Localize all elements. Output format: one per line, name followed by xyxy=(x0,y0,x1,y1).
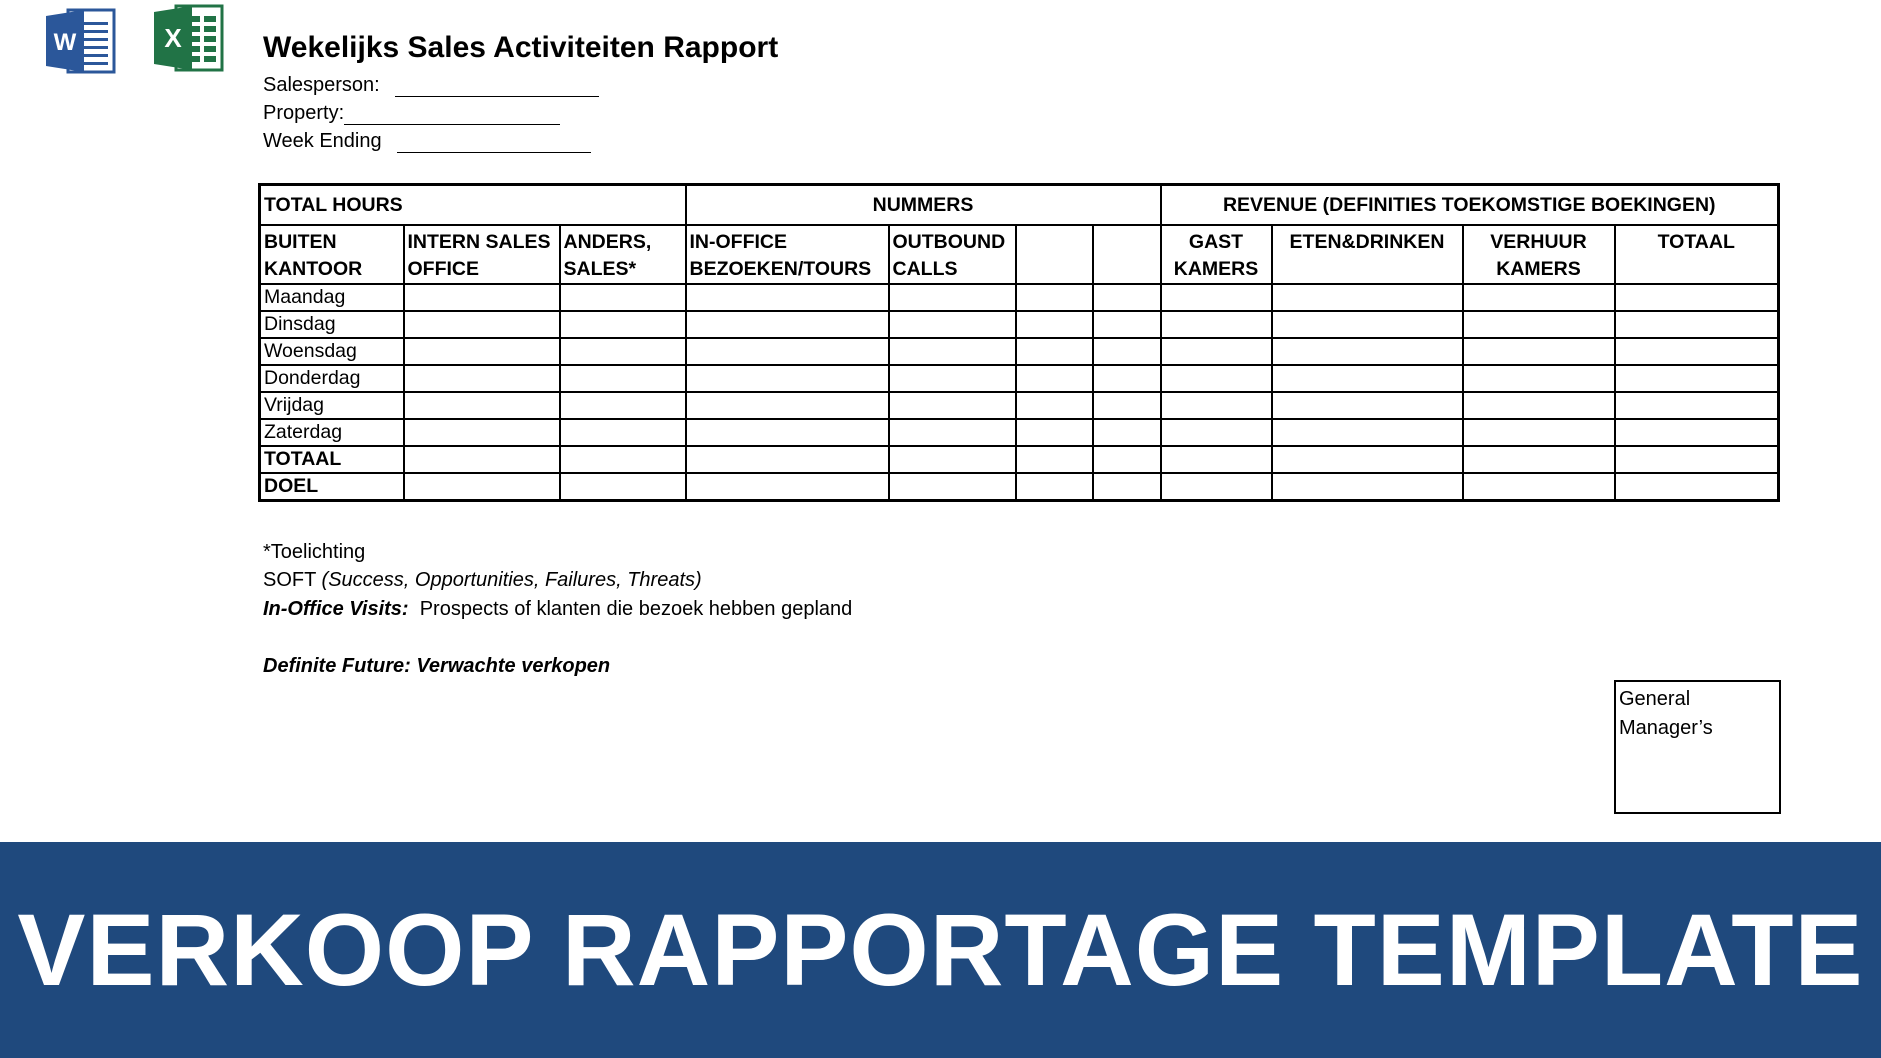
property-label: Property: xyxy=(263,102,345,124)
group-nummers: NUMMERS xyxy=(686,185,1161,226)
table-row xyxy=(260,446,1779,473)
table-cell[interactable] xyxy=(404,284,560,311)
table-cell[interactable] xyxy=(1016,365,1093,392)
table-cell[interactable] xyxy=(686,311,889,338)
table-cell[interactable] xyxy=(560,365,686,392)
table-cell[interactable] xyxy=(404,419,560,446)
row-label: Dinsdag xyxy=(260,311,404,338)
general-manager-signature-box[interactable] xyxy=(1614,680,1781,814)
table-cell[interactable] xyxy=(404,311,560,338)
table-cell[interactable] xyxy=(889,338,1016,365)
table-cell[interactable] xyxy=(686,284,889,311)
table-cell[interactable] xyxy=(1161,284,1272,311)
in-office-label: In-Office Visits: xyxy=(263,598,409,620)
table-cell[interactable] xyxy=(1463,446,1615,473)
table-cell[interactable] xyxy=(1093,311,1161,338)
banner-title: VERKOOP RAPPORTAGE TEMPLATE xyxy=(17,892,1864,1007)
table-row xyxy=(260,473,1779,501)
table-cell[interactable] xyxy=(1093,419,1161,446)
table-cell[interactable] xyxy=(404,392,560,419)
table-row xyxy=(260,284,1779,311)
col-in-office-bezoeken: IN-OFFICE BEZOEKEN/TOURS xyxy=(686,225,889,284)
table-cell[interactable] xyxy=(1016,473,1093,501)
soft-detail: (Success, Opportunities, Failures, Threats) xyxy=(321,569,702,591)
table-cell[interactable] xyxy=(1161,365,1272,392)
table-cell[interactable] xyxy=(560,338,686,365)
week-ending-field xyxy=(263,130,591,153)
table-cell[interactable] xyxy=(404,338,560,365)
table-cell[interactable] xyxy=(560,419,686,446)
col-blank-1 xyxy=(1016,225,1093,284)
note-soft xyxy=(263,569,702,592)
table-cell[interactable] xyxy=(1093,365,1161,392)
row-label: Zaterdag xyxy=(260,419,404,446)
row-label: Vrijdag xyxy=(260,392,404,419)
table-cell[interactable] xyxy=(889,392,1016,419)
group-header-row xyxy=(260,185,1779,226)
col-blank-2 xyxy=(1093,225,1161,284)
table-cell[interactable] xyxy=(1463,311,1615,338)
col-intern-sales-office: INTERN SALES OFFICE xyxy=(404,225,560,284)
table-cell[interactable] xyxy=(1272,284,1463,311)
table-cell[interactable] xyxy=(560,392,686,419)
col-anders-sales: ANDERS, SALES* xyxy=(560,225,686,284)
col-buiten-kantoor: BUITEN KANTOOR xyxy=(260,225,404,284)
table-cell[interactable] xyxy=(889,284,1016,311)
table-cell[interactable] xyxy=(889,473,1016,501)
svg-text:W: W xyxy=(53,29,77,56)
note-definite-future: Definite Future: Verwachte verkopen xyxy=(263,655,611,677)
table-cell[interactable] xyxy=(1615,311,1779,338)
table-cell[interactable] xyxy=(1016,338,1093,365)
table-cell[interactable] xyxy=(560,311,686,338)
word-doc-icon[interactable] xyxy=(46,8,118,74)
table-row xyxy=(260,365,1779,392)
table-cell[interactable] xyxy=(404,473,560,501)
table-cell[interactable] xyxy=(1463,338,1615,365)
table-cell[interactable] xyxy=(889,311,1016,338)
table-row xyxy=(260,392,1779,419)
table-cell[interactable] xyxy=(1016,392,1093,419)
table-cell[interactable] xyxy=(404,365,560,392)
table-cell[interactable] xyxy=(1161,338,1272,365)
table-cell[interactable] xyxy=(686,419,889,446)
col-verhuur-kamers: VERHUUR KAMERS xyxy=(1463,225,1615,284)
row-label: DOEL xyxy=(260,473,404,501)
col-outbound-calls: OUTBOUND CALLS xyxy=(889,225,1016,284)
group-total-hours: TOTAL HOURS xyxy=(260,185,686,226)
table-cell[interactable] xyxy=(1463,392,1615,419)
table-cell[interactable] xyxy=(1093,473,1161,501)
table-cell[interactable] xyxy=(560,473,686,501)
table-cell[interactable] xyxy=(1463,419,1615,446)
table-cell[interactable] xyxy=(1272,311,1463,338)
property-field xyxy=(263,102,560,125)
table-cell[interactable] xyxy=(560,284,686,311)
table-cell[interactable] xyxy=(1463,473,1615,501)
title-banner xyxy=(0,842,1881,1058)
table-cell[interactable] xyxy=(1016,446,1093,473)
table-cell[interactable] xyxy=(1093,284,1161,311)
salesperson-field xyxy=(263,74,599,97)
table-cell[interactable] xyxy=(1161,446,1272,473)
row-label: Woensdag xyxy=(260,338,404,365)
property-input-line[interactable] xyxy=(344,106,560,125)
activity-table xyxy=(258,183,1780,502)
table-cell[interactable] xyxy=(1093,338,1161,365)
table-cell[interactable] xyxy=(1615,473,1779,501)
table-cell[interactable] xyxy=(1615,392,1779,419)
table-cell[interactable] xyxy=(1463,284,1615,311)
table-cell[interactable] xyxy=(1615,419,1779,446)
table-cell[interactable] xyxy=(1093,392,1161,419)
row-label: TOTAAL xyxy=(260,446,404,473)
gm-box-text: General Manager’s xyxy=(1619,688,1713,739)
table-cell[interactable] xyxy=(1016,284,1093,311)
row-label: Maandag xyxy=(260,284,404,311)
table-cell[interactable] xyxy=(1161,473,1272,501)
table-cell[interactable] xyxy=(1463,365,1615,392)
table-cell[interactable] xyxy=(404,446,560,473)
table-cell[interactable] xyxy=(1615,446,1779,473)
col-eten-drinken: ETEN&DRINKEN xyxy=(1272,225,1463,284)
col-gast-kamers: GAST KAMERS xyxy=(1161,225,1272,284)
excel-sheet-icon[interactable] xyxy=(154,4,226,72)
table-row xyxy=(260,338,1779,365)
table-cell[interactable] xyxy=(1272,338,1463,365)
table-row xyxy=(260,419,1779,446)
row-label: Donderdag xyxy=(260,365,404,392)
table-cell[interactable] xyxy=(1272,392,1463,419)
table-cell[interactable] xyxy=(1093,446,1161,473)
table-cell[interactable] xyxy=(1161,311,1272,338)
table-cell[interactable] xyxy=(1161,392,1272,419)
week-ending-label: Week Ending xyxy=(263,130,382,152)
table-row xyxy=(260,311,1779,338)
table-cell[interactable] xyxy=(686,446,889,473)
table-cell[interactable] xyxy=(686,365,889,392)
in-office-text: Prospects of klanten die bezoek hebben gepland xyxy=(419,598,853,620)
table-cell[interactable] xyxy=(1016,311,1093,338)
table-cell[interactable] xyxy=(1615,338,1779,365)
table-cell[interactable] xyxy=(889,419,1016,446)
table-cell[interactable] xyxy=(889,446,1016,473)
group-revenue: REVENUE (DEFINITIES TOEKOMSTIGE BOEKINGEN) xyxy=(1161,185,1779,226)
table-cell[interactable] xyxy=(686,392,889,419)
svg-text:X: X xyxy=(164,23,182,53)
report-title: Wekelijks Sales Activiteiten Rapport xyxy=(263,31,779,64)
col-totaal: TOTAAL xyxy=(1615,225,1779,284)
week-ending-input-line[interactable] xyxy=(397,134,591,153)
table-cell[interactable] xyxy=(686,338,889,365)
table-cell[interactable] xyxy=(1272,473,1463,501)
table-cell[interactable] xyxy=(1272,419,1463,446)
table-cell[interactable] xyxy=(686,473,889,501)
table-cell[interactable] xyxy=(889,365,1016,392)
table-cell[interactable] xyxy=(1272,446,1463,473)
table-cell[interactable] xyxy=(560,446,686,473)
column-header-row xyxy=(260,225,1779,284)
table-cell[interactable] xyxy=(1615,365,1779,392)
note-in-office xyxy=(263,598,852,621)
soft-label: SOFT xyxy=(263,569,316,591)
note-toelichting: *Toelichting xyxy=(263,541,366,563)
table-cell[interactable] xyxy=(1615,284,1779,311)
salesperson-input-line[interactable] xyxy=(395,78,599,97)
table-cell[interactable] xyxy=(1272,365,1463,392)
table-cell[interactable] xyxy=(1161,419,1272,446)
table-cell[interactable] xyxy=(1016,419,1093,446)
salesperson-label: Salesperson: xyxy=(263,74,380,96)
